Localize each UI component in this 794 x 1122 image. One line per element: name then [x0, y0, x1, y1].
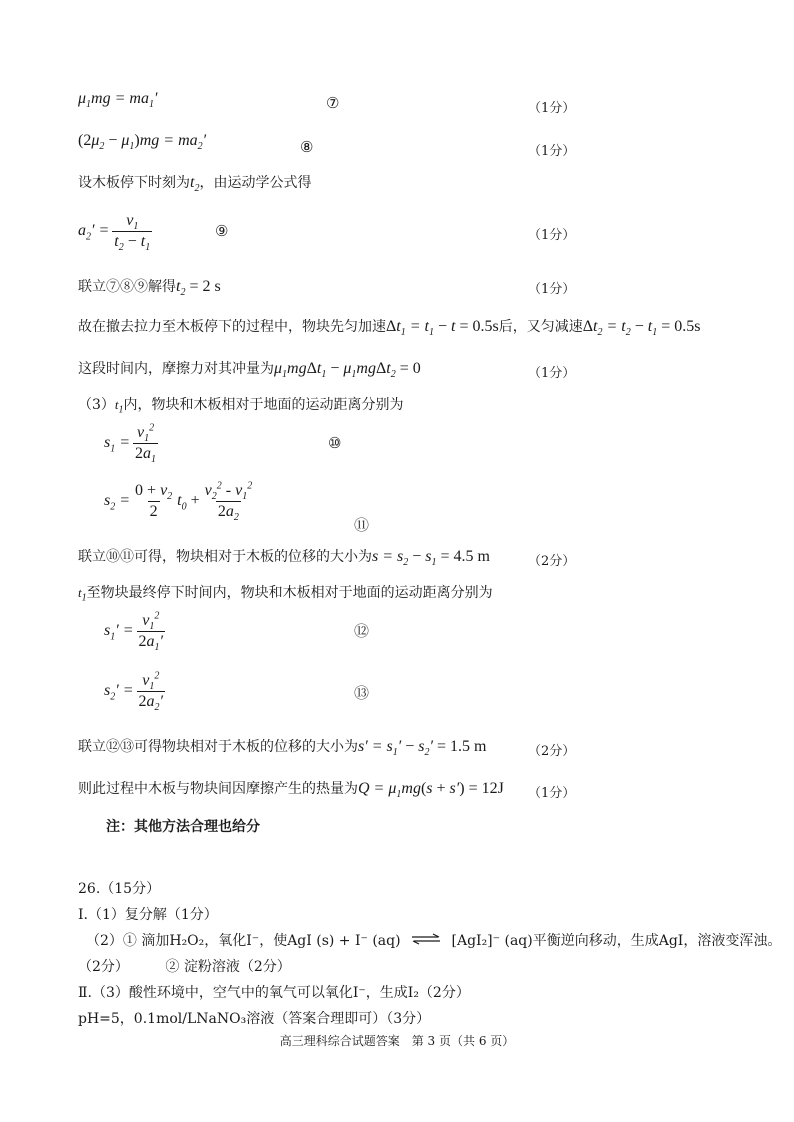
question-26-title: 26.（15分）	[78, 881, 161, 897]
score: （1分）	[528, 101, 576, 116]
score: （1分）	[528, 144, 576, 159]
text-part3-label: （3）	[78, 397, 115, 413]
marker-13: ⑬	[354, 684, 370, 702]
equation-7: $\mu_1mg = ma_1'$	[78, 90, 158, 111]
question-26-part2-b: [AgI₂]⁻ (aq)平衡逆向移动，生成AgI，溶液变浑浊。	[451, 933, 782, 949]
question-26-part4: pH=5，0.1mol/LNaNO₃溶液（答案合理即可）（3分）	[78, 1011, 431, 1027]
text-combine-1213-label: 联立⑫⑬可得物块相对于木板的位移的大小为	[78, 739, 358, 755]
question-26-part1: Ⅰ.（1）复分解（1分）	[78, 907, 218, 923]
score: （2分）	[528, 744, 576, 759]
equation-s2-prime: $s_2'$ = $\frac{v_1^2}{2a_2'}$	[104, 670, 164, 714]
score: （1分）	[528, 786, 576, 801]
text-t-stop-tail: ，由运动学公式得	[199, 175, 312, 191]
score: （1分）	[528, 282, 576, 297]
text-combine-1011: 联立⑩⑪可得，物块相对于木板的位移的大小为$s = s_2 - s_1 = 4.5$ m	[78, 548, 490, 569]
text-combine-789-label: 联立⑦⑧⑨解得	[78, 279, 176, 295]
equation-s1: $s_1$ = $\frac{v_1^2}{2a_1}$	[104, 422, 157, 466]
text-process-a: 故在撤去拉力至木板停下的过程中，物块先匀加速	[78, 319, 386, 335]
text-heat-label: 则此过程中木板与物块间因摩擦产生的热量为	[78, 781, 358, 797]
question-26-part2-score	[78, 956, 291, 976]
score: （2分）	[528, 554, 576, 569]
text-heat: 则此过程中木板与物块间因摩擦产生的热量为$Q = \mu_1mg(s + s') = 12J$	[78, 780, 504, 801]
equation-9: $a_2'$ = $\frac{v_1}{t_2 - t_1}$	[78, 212, 151, 254]
equilibrium-arrow-icon	[411, 933, 441, 949]
text-combine-1213: 联立⑫⑬可得物块相对于木板的位移的大小为$s' = s_1' - s_2' = 1.5$ m	[78, 738, 487, 759]
text-combine-1011-label: 联立⑩⑪可得，物块相对于木板的位移的大小为	[78, 549, 372, 565]
text-part3-tail: 内，物块和木板相对于地面的运动距离分别为	[123, 397, 404, 413]
equation-8: $(2\mu_2 - \mu_1)mg = ma_2'$	[78, 132, 207, 153]
text-impulse-label: 这段时间内，摩擦力对其冲量为	[78, 361, 274, 377]
text-process-b: 后，又匀减速	[498, 319, 583, 335]
text-t-stop: 设木板停下时刻为$t_2$，由运动学公式得	[78, 174, 312, 195]
equation-s2: $s_2$ = $\frac{0 + v_2}{2}$ $t_0$ + $\frac{v_2^2 - v_1^2}{2a_2}$	[104, 480, 253, 524]
note: 注：其他方法合理也给分	[106, 819, 260, 835]
equation-s1-prime: $s_1'$ = $\frac{v_1^2}{2a_1'}$	[104, 610, 164, 654]
text-part3: $(3)t_1$内，物块和木板相对于地面的运动距离分别为	[78, 397, 404, 416]
question-26-part2-a: （2）① 滴加H₂O₂，氧化I⁻，使AgI (s) + I⁻ (aq)	[86, 933, 401, 949]
marker-9: ⑨	[215, 222, 229, 240]
marker-8: ⑧	[300, 138, 314, 156]
score: （1分）	[528, 228, 576, 243]
question-26-part2-c: （2分）	[78, 959, 129, 975]
text-process: 故在撤去拉力至木板停下的过程中，物块先匀加速$\Delta t_1 = t_1 - t = 0.5s$后，又匀减速$\Delta t_2 = t_2 - t_1 = 0.5s$	[78, 318, 701, 339]
text-combine-789: 联立⑦⑧⑨解得$t_2 = 2$ s	[78, 278, 221, 299]
score: （1分）	[528, 366, 576, 381]
question-26-part2-d: ② 淀粉溶液（2分）	[165, 959, 291, 975]
marker-7: ⑦	[326, 94, 340, 112]
marker-10: ⑩	[328, 434, 342, 452]
text-t-stop-intro: 设木板停下时刻为	[78, 175, 190, 191]
page-footer: 高三理科综合试题答案 第 3 页（共 6 页）	[279, 1034, 515, 1048]
question-26-part2	[86, 930, 781, 950]
text-t1-to-stop-label: 至物块最终停下时间内，物块和木板相对于地面的运动距离分别为	[86, 585, 493, 601]
marker-12: ⑫	[354, 622, 370, 640]
marker-11: ⑪	[354, 516, 370, 534]
text-t1-to-stop: $t_1$至物块最终停下时间内，物块和木板相对于地面的运动距离分别为	[78, 585, 493, 604]
question-26-part3: Ⅱ.（3）酸性环境中，空气中的氧气可以氧化I⁻，生成I₂（2分）	[78, 985, 470, 1001]
text-impulse: 这段时间内，摩擦力对其冲量为$\mu_1mg\Delta t_1 - \mu_1mg\Delta t_2 = 0$	[78, 360, 421, 381]
